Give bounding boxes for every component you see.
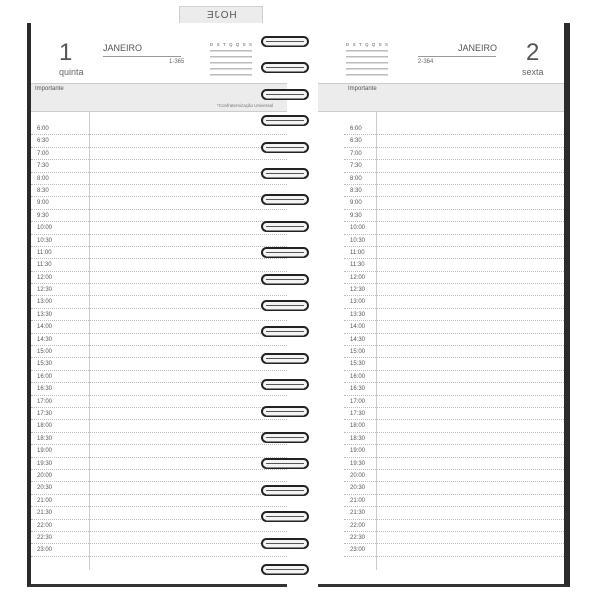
time-slot-label: 7:30 — [37, 163, 49, 170]
time-slot-row[interactable] — [31, 383, 287, 395]
left-important-box[interactable] — [31, 83, 287, 112]
spiral-ring — [259, 168, 311, 181]
mini-calendar-weekday-label: S — [384, 42, 388, 47]
time-slot-label: 13:00 — [37, 299, 53, 306]
time-slot-label: 12:00 — [37, 274, 53, 281]
time-slot-row[interactable] — [31, 135, 287, 147]
time-slot-row[interactable] — [344, 433, 564, 445]
time-slot-label: 21:30 — [350, 510, 366, 517]
time-slot-row[interactable] — [344, 396, 564, 408]
time-slot-row[interactable] — [344, 309, 564, 321]
time-slot-label: 19:30 — [37, 460, 53, 467]
spiral-loop — [261, 89, 309, 100]
spiral-ring — [259, 274, 311, 287]
time-slot-label: 7:00 — [37, 150, 49, 157]
time-slot-row[interactable] — [31, 309, 287, 321]
time-slot-label: 18:00 — [350, 423, 366, 430]
spiral-ring — [259, 538, 311, 551]
time-slot-label: 9:30 — [350, 212, 362, 219]
time-slot-row[interactable] — [344, 197, 564, 209]
time-slot-row[interactable] — [344, 296, 564, 308]
time-slot-row[interactable] — [31, 321, 287, 333]
time-slot-label: 21:00 — [350, 497, 366, 504]
time-slot-label: 10:00 — [350, 225, 366, 232]
time-slot-row[interactable] — [344, 135, 564, 147]
time-slot-row[interactable] — [31, 148, 287, 160]
time-slot-row[interactable] — [344, 495, 564, 507]
mini-calendar-weekday-label: S — [216, 42, 220, 47]
spiral-ring — [259, 432, 311, 445]
mini-calendar-weekday-label: D — [210, 42, 214, 47]
time-slot-row[interactable] — [31, 433, 287, 445]
spiral-ring — [259, 300, 311, 313]
right-day-count: 2-364 — [418, 59, 434, 65]
time-slot-row[interactable] — [31, 259, 287, 271]
today-tab[interactable] — [179, 6, 263, 24]
left-page — [27, 23, 287, 587]
time-slot-row[interactable] — [31, 358, 287, 370]
time-slot-row[interactable] — [31, 284, 287, 296]
time-slot-label: 15:00 — [350, 349, 366, 356]
spiral-ring — [259, 458, 311, 471]
time-slot-row[interactable] — [344, 259, 564, 271]
left-day-number: 1 — [59, 39, 73, 66]
time-slot-row[interactable] — [344, 544, 564, 556]
time-slot-label: 8:30 — [350, 187, 362, 194]
spiral-ring — [259, 406, 311, 419]
time-slot-row[interactable] — [31, 445, 287, 457]
time-slot-label: 19:00 — [350, 448, 366, 455]
time-slot-row[interactable] — [31, 520, 287, 532]
time-slot-label: 17:00 — [350, 398, 366, 405]
mini-calendar-weekday-label: S — [352, 42, 356, 47]
time-slot-row[interactable] — [344, 148, 564, 160]
time-slot-label: 19:30 — [350, 460, 366, 467]
right-mini-calendar-header — [346, 42, 388, 47]
mini-calendar-weekday-label: S — [378, 42, 382, 47]
time-slot-row[interactable] — [344, 420, 564, 432]
left-month-line — [103, 56, 181, 57]
time-slot-row[interactable] — [31, 482, 287, 494]
time-slot-label: 17:30 — [350, 410, 366, 417]
time-slot-label: 11:30 — [37, 262, 52, 269]
time-slot-row[interactable] — [344, 371, 564, 383]
spiral-loop — [261, 564, 309, 575]
time-slot-label: 22:30 — [350, 534, 366, 541]
time-slot-row[interactable] — [31, 470, 287, 482]
time-slot-label: 13:30 — [350, 311, 366, 318]
left-mini-calendar-header — [210, 42, 252, 47]
time-slot-label: 16:00 — [37, 373, 53, 380]
left-month: JANEIRO — [103, 43, 143, 53]
time-slot-label: 16:30 — [37, 386, 53, 393]
mini-calendar-weekday-label: S — [242, 42, 246, 47]
time-slot-row[interactable] — [344, 445, 564, 457]
time-slot-label: 14:30 — [350, 336, 366, 343]
time-slot-row[interactable] — [344, 358, 564, 370]
time-slot-row[interactable] — [31, 396, 287, 408]
right-mini-calendar-dates — [346, 48, 388, 77]
spiral-ring — [259, 326, 311, 339]
time-slot-row[interactable] — [344, 235, 564, 247]
left-important-label: Importante — [35, 86, 64, 92]
time-slot-row[interactable] — [344, 321, 564, 333]
spiral-ring — [259, 115, 311, 128]
spiral-loop — [261, 511, 309, 522]
spiral-loop — [261, 485, 309, 496]
time-slot-label: 10:30 — [350, 237, 366, 244]
spiral-ring — [259, 194, 311, 207]
time-slot-label: 12:30 — [37, 287, 53, 294]
time-slot-label: 21:00 — [37, 497, 53, 504]
spiral-ring — [259, 564, 311, 577]
time-slot-row[interactable] — [344, 470, 564, 482]
mini-calendar-weekday-label: T — [222, 42, 226, 47]
spiral-loop — [261, 142, 309, 153]
time-slot-row[interactable] — [31, 507, 287, 519]
spiral-loop — [261, 458, 309, 469]
time-slot-label: 22:30 — [37, 534, 53, 541]
time-slot-label: 8:00 — [37, 175, 49, 182]
left-holiday-note: *Confraternização Universal — [216, 103, 273, 108]
time-slot-row[interactable] — [344, 482, 564, 494]
right-important-box[interactable] — [318, 83, 564, 112]
spiral-loop — [261, 221, 309, 232]
left-mini-calendar — [210, 42, 252, 78]
spiral-binding — [259, 36, 311, 588]
time-slot-row[interactable] — [31, 334, 287, 346]
time-slot-label: 23:00 — [350, 547, 366, 554]
time-slot-row[interactable] — [344, 160, 564, 172]
left-time-slots — [31, 123, 287, 557]
spiral-loop — [261, 353, 309, 364]
spiral-loop — [261, 194, 309, 205]
time-slot-label: 7:30 — [350, 163, 362, 170]
spiral-loop — [261, 538, 309, 549]
time-slot-label: 16:00 — [350, 373, 366, 380]
left-page-header — [31, 23, 287, 83]
spiral-loop — [261, 326, 309, 337]
time-slot-row[interactable] — [31, 173, 287, 185]
time-slot-label: 12:00 — [350, 274, 366, 281]
time-slot-label: 21:30 — [37, 510, 53, 517]
spiral-ring — [259, 379, 311, 392]
spiral-ring — [259, 62, 311, 75]
spiral-ring — [259, 221, 311, 234]
time-slot-row[interactable] — [344, 408, 564, 420]
spiral-loop — [261, 432, 309, 443]
right-page-header — [318, 23, 564, 83]
time-slot-label: 12:30 — [350, 287, 366, 294]
time-slot-label: 10:30 — [37, 237, 53, 244]
right-page — [318, 23, 570, 587]
left-day-count: 1-365 — [169, 59, 185, 65]
time-slot-row[interactable] — [31, 222, 287, 234]
time-slot-row[interactable] — [344, 284, 564, 296]
time-slot-label: 16:30 — [350, 386, 366, 393]
mini-calendar-weekday-label: Q — [228, 42, 233, 47]
time-slot-label: 13:30 — [37, 311, 53, 318]
time-slot-row[interactable] — [344, 532, 564, 544]
time-slot-row[interactable] — [31, 408, 287, 420]
mini-calendar-weekday-label: D — [346, 42, 350, 47]
today-tab-label: HOJE — [205, 10, 237, 21]
time-slot-label: 15:00 — [37, 349, 53, 356]
time-slot-row[interactable] — [31, 420, 287, 432]
left-mini-calendar-dates — [210, 48, 252, 77]
time-slot-row[interactable] — [31, 185, 287, 197]
spiral-loop — [261, 274, 309, 285]
time-slot-label: 22:00 — [350, 522, 366, 529]
time-slot-row[interactable] — [344, 210, 564, 222]
time-slot-row[interactable] — [344, 173, 564, 185]
time-slot-row[interactable] — [31, 210, 287, 222]
time-slot-label: 6:00 — [37, 126, 49, 132]
time-slot-label: 17:00 — [37, 398, 53, 405]
spiral-ring — [259, 353, 311, 366]
time-slot-label: 13:00 — [350, 299, 366, 306]
time-slot-label: 18:00 — [37, 423, 53, 430]
right-important-label: Importante — [348, 86, 377, 92]
time-slot-label: 9:30 — [37, 212, 49, 219]
time-slot-label: 20:30 — [350, 485, 366, 492]
right-day-number: 2 — [526, 39, 540, 66]
time-slot-label: 8:00 — [350, 175, 362, 182]
time-slot-row[interactable] — [344, 458, 564, 470]
spiral-ring — [259, 485, 311, 498]
time-slot-label: 19:00 — [37, 448, 53, 455]
time-slot-row[interactable] — [31, 495, 287, 507]
time-slot-label: 14:00 — [37, 324, 53, 331]
right-month: JANEIRO — [458, 43, 498, 53]
spiral-ring — [259, 247, 311, 260]
time-slot-row[interactable] — [31, 123, 287, 135]
time-slot-row[interactable] — [31, 160, 287, 172]
time-slot-label: 11:00 — [37, 249, 52, 256]
time-slot-row[interactable] — [31, 544, 287, 556]
spiral-ring — [259, 36, 311, 49]
time-slot-label: 14:00 — [350, 324, 366, 331]
spiral-loop — [261, 300, 309, 311]
time-slot-row[interactable] — [31, 272, 287, 284]
time-slot-label: 9:00 — [350, 200, 362, 207]
time-slot-label: 6:00 — [350, 126, 362, 132]
time-slot-row[interactable] — [31, 247, 287, 259]
spiral-loop — [261, 62, 309, 73]
time-slot-label: 9:00 — [37, 200, 49, 207]
time-slot-row[interactable] — [344, 520, 564, 532]
time-slot-row[interactable] — [31, 235, 287, 247]
spiral-ring — [259, 89, 311, 102]
time-slot-row[interactable] — [31, 532, 287, 544]
right-month-line — [418, 56, 496, 57]
mini-calendar-weekday-label: Q — [235, 42, 240, 47]
time-slot-label: 20:00 — [350, 472, 366, 479]
mini-calendar-weekday-label: S — [248, 42, 252, 47]
time-slot-label: 11:30 — [350, 262, 365, 269]
spiral-ring — [259, 142, 311, 155]
time-slot-label: 20:30 — [37, 485, 53, 492]
spiral-loop — [261, 115, 309, 126]
spiral-loop — [261, 406, 309, 417]
time-slot-label: 15:30 — [37, 361, 53, 368]
spiral-loop — [261, 168, 309, 179]
time-slot-row[interactable] — [344, 272, 564, 284]
time-slot-row[interactable] — [31, 197, 287, 209]
time-slot-row[interactable] — [344, 247, 564, 259]
time-slot-row[interactable] — [31, 371, 287, 383]
time-slot-label: 6:30 — [350, 138, 362, 145]
spiral-loop — [261, 36, 309, 47]
time-slot-row[interactable] — [31, 296, 287, 308]
time-slot-label: 10:00 — [37, 225, 53, 232]
time-slot-label: 18:30 — [350, 435, 366, 442]
time-slot-row[interactable] — [31, 346, 287, 358]
right-time-slots — [344, 123, 564, 557]
time-slot-label: 17:30 — [37, 410, 53, 417]
time-slot-row[interactable] — [344, 334, 564, 346]
time-slot-row[interactable] — [344, 222, 564, 234]
right-weekday: sexta — [522, 67, 544, 77]
time-slot-label: 8:30 — [37, 187, 49, 194]
left-weekday: quinta — [59, 67, 84, 77]
time-slot-label: 7:00 — [350, 150, 362, 157]
time-slot-row[interactable] — [344, 383, 564, 395]
time-slot-label: 6:30 — [37, 138, 49, 145]
time-slot-row[interactable] — [344, 346, 564, 358]
time-slot-label: 23:00 — [37, 547, 53, 554]
spiral-loop — [261, 379, 309, 390]
time-slot-label: 15:30 — [350, 361, 366, 368]
time-slot-row[interactable] — [344, 123, 564, 135]
mini-calendar-weekday-label: Q — [371, 42, 376, 47]
spiral-loop — [261, 247, 309, 258]
time-slot-label: 20:00 — [37, 472, 53, 479]
time-slot-row[interactable] — [344, 507, 564, 519]
time-slot-label: 22:00 — [37, 522, 53, 529]
time-slot-label: 14:30 — [37, 336, 53, 343]
time-slot-label: 18:30 — [37, 435, 53, 442]
time-slot-row[interactable] — [344, 185, 564, 197]
spiral-ring — [259, 511, 311, 524]
time-slot-row[interactable] — [31, 458, 287, 470]
mini-calendar-weekday-label: T — [358, 42, 362, 47]
time-slot-label: 11:00 — [350, 249, 365, 256]
mini-calendar-weekday-label: Q — [364, 42, 369, 47]
right-mini-calendar — [346, 42, 388, 78]
